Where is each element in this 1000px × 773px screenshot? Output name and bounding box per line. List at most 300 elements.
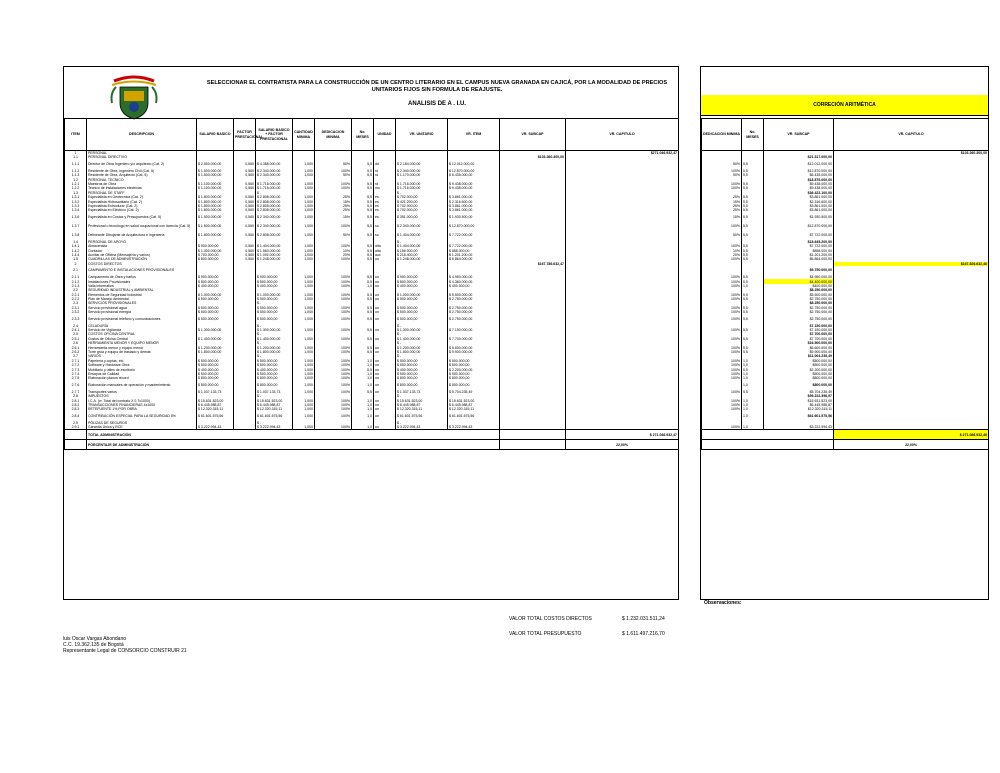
cell-mes: 1,0 [352,359,374,363]
cell-vu: $ 1.248.000,00 [396,257,448,261]
cell-desc: Elementos de Seguridad Industrial [87,293,197,297]
r-cell-ded: 100% [702,372,742,376]
cell-ded: 100% [315,186,352,190]
r-cell-mes: 5,5 [742,315,764,324]
cell-item: 2.8.3 [65,407,87,411]
cell-vu: $ 500.000,00 [396,310,448,314]
cell-desc: Especialista Estructurar (Cat. 2) [87,204,197,208]
cell-uni: es [374,213,396,222]
cell-vu: $ 500.000,00 [396,359,448,363]
cell-sal: $ 12.320.315,11 [197,407,234,411]
cell-cant: 1,000 [293,403,315,407]
r-cell-sub: $9.900.000,00 [764,350,834,354]
cell-desc: Servicio provisional teléfono y comunicaciones [87,315,197,324]
r-header-dedicacion: DEDICACION MINIMA [702,119,742,151]
cell-sal: $ 1.500.000,00 [197,173,234,177]
cell-sal: $ 800.000,00 [197,279,234,283]
correction-row [702,412,989,421]
r-cell-ded: 100% [702,367,742,371]
cell-item: 2.8.1 [65,398,87,402]
r-cell-sub: $6.864.000,00 [764,257,834,261]
r-cell-ded: 20% [702,253,742,257]
cell-vi: $ 6.864.000,00 [448,257,500,261]
r-cell-ded: 15% [702,200,742,204]
cell-cap [566,315,679,324]
cell-vu: $ - [396,354,448,358]
cell-desc: PÓLIZAS DE SEGUROS [87,421,197,425]
cell-mes: 5,5 [352,248,374,252]
cell-sf: $ - [256,191,293,195]
cell-desc: Delineante Dibujante de Arquitectura e Ingeniería [87,231,197,240]
cell-fac [234,266,256,275]
cell-vu: $ 500.000,00 [396,363,448,367]
cell-sal: $ 1.800.000,00 [197,195,234,199]
cell-cant: 1,000 [293,390,315,394]
cell-ded: 15% [315,213,352,222]
r-cell-mes: 5,5 [742,367,764,371]
cell-cant: 1,000 [293,297,315,301]
cell-sf: $ - [256,301,293,305]
table-row [65,160,679,169]
cell-vi: $ 2.750.000,00 [448,310,500,314]
cell-uni: un [374,398,396,402]
cell-item: 2.3.2 [65,310,87,314]
cell-ded: 100% [315,350,352,354]
document-title-line-2: UNITARIOS FIJOS SIN FORMULA DE REAJUSTE. [371,87,503,93]
cell-sal: $ 800.000,00 [197,381,234,390]
r-cell-mes: 1,0 [742,425,764,430]
cell-cant: 1,000 [293,169,315,173]
cell-uni: un [374,407,396,411]
r-cell-cap [834,315,989,324]
r-cell-sub: $4.400.000,00 [764,279,834,283]
cell-cant: 1,000 [293,231,315,240]
cell-vi: $ 12.870.000,00 [448,169,500,173]
cell-vi: $ 3.861.000,00 [448,195,500,199]
cell-cant: 1,000 [293,350,315,354]
r-cell-mes: 5,5 [742,297,764,301]
cell-sal: $ 2.500.000,00 [197,160,234,169]
cell-mes: 5,5 [352,182,374,186]
cell-fac [234,412,256,421]
cell-desc: CAMPAMENTO E INSTALACIONES PROVISIONALES [87,266,197,275]
correction-title: CORRECIÓN ARITMÉTICA [701,95,988,116]
cell-desc: Elaboración manuales de operación y mantenimiento [87,381,197,390]
cell-uni: aux [374,253,396,257]
cell-vi: $ 12.320.315,11 [448,407,500,411]
cell-desc: Instalaciones Provisionales [87,279,197,283]
cell-mes: 1,0 [352,372,374,376]
cell-item: 2.5 [65,332,87,336]
cell-vi: $ 6.445.988,87 [448,403,500,407]
cell-uni: un [374,359,396,363]
r-cell-ded: 100% [702,390,742,394]
r-cell-mes: 5,5 [742,306,764,310]
correction-header-row [702,119,989,151]
cell-ded: 10% [315,248,352,252]
r-cell-mes: 5,5 [742,186,764,190]
cell-item: 2.3.1 [65,306,87,310]
cell-item: 2.6.1 [65,346,87,350]
header-salario-factor: SALARIO BASICO + FACTOR PRESTACIONAL [256,119,293,151]
cell-vu [396,266,448,275]
cell-desc: Maestros de Obra [87,182,197,186]
cell-vi: $ 15.631.523,00 [448,398,500,402]
cell-desc: Especialista en Geotecnica (Cat. 2) [87,195,197,199]
cell-desc: Director de Obra Ingeniero y/o arquitecto (Cat. 2) [87,160,197,169]
cell-desc: PERSONAL DE APOYO [87,240,197,244]
cell-ded: 100% [315,293,352,297]
r-cell-mes: 5,5 [742,200,764,204]
cell-item: 2.7.6 [65,381,87,390]
cell-mes: 1,0 [352,284,374,288]
cell-vu: $ 400.000,00 [396,367,448,371]
total-sub [500,430,566,440]
cell-sal: $ 900.000,00 [197,275,234,279]
cell-item: 1.5 [65,257,87,261]
cell-item: 2.1 [65,266,87,275]
cell-mes: 5,5 [352,244,374,248]
cell-fac: 0,560 [234,169,256,173]
table-row [65,381,679,390]
cell-vu: $ 2.340.000,00 [396,169,448,173]
cell-mes: 5,5 [352,200,374,204]
r-cell-ded: 100% [702,284,742,288]
cell-sf: $ 2.808.000,00 [256,204,293,208]
cell-desc: Campamento de Obra y baños [87,275,197,279]
cell-item: 1.2.1 [65,182,87,186]
cell-cap [566,266,679,275]
cell-desc: SEGURIDAD INDUSTRIAL y AMBIENTAL [87,288,197,292]
r-cell-cap [834,222,989,231]
cell-mes: 5,5 [352,310,374,314]
r-cell-mes: 5,5 [742,275,764,279]
cell-vu: $ 1.716.000,00 [396,186,448,190]
cell-sal: $ 1.800.000,00 [197,204,234,208]
cell-cant: 1,000 [293,257,315,261]
header-dedicacion-minima: DEDICACION MINIMA [315,119,352,151]
cell-item: 1.4.2 [65,248,87,252]
cell-uni: un [374,275,396,279]
cell-item: 2.9.1 [65,425,87,430]
cell-vu: $ 2.184.000,00 [396,160,448,169]
r-cell-sub: $6.445.988,87 [764,403,834,407]
cell-desc: Transportes varios [87,390,197,394]
r-cell-cap [834,213,989,222]
cell-sf: $ 4.388.000,00 [256,160,293,169]
cell-vi: $ 9.438.000,00 [448,186,500,190]
cell-uni: un [374,306,396,310]
r-cell-sub: $2.750.000,00 [764,315,834,324]
cell-vu: $ 1.037.133,73 [396,390,448,394]
r-cell-mes: 1,0 [742,407,764,411]
cell-desc: PERSONAL TECNICO [87,178,197,182]
cell-vi: $ 7.722.000,00 [448,231,500,240]
cell-sal: $ 500.000,00 [197,359,234,363]
cell-ded: 100% [315,412,352,421]
cell-vu: $ 12.320.315,11 [396,407,448,411]
cell-sf: $ 1.092.000,00 [256,253,293,257]
cell-mes: 5,5 [352,367,374,371]
cell-desc: CUADRILLAS DE ADMINISTRACIÓN [87,257,197,261]
cell-mes: 5,5 [352,297,374,301]
cell-vu: $ 500.000,00 [396,297,448,301]
cell-vi: $ 5.704.235,49 [448,390,500,394]
cell-desc: Profesional o tecnólogo en salud ocupacional con licencia (Cat. 5) [87,222,197,231]
cell-item: 1.1.1 [65,160,87,169]
cell-ded: 100% [315,407,352,411]
r-cell-ded: 100% [702,222,742,231]
header-vr-subcap: VR. SUBCAP [500,119,566,151]
cell-ded: 100% [315,306,352,310]
cell-item: 2.7.1 [65,359,87,363]
total-row [702,440,989,450]
cell-sf: $ 800.000,00 [256,376,293,380]
r-cell-sub: $7.150.000,00 [764,324,834,328]
cell-cant: 1,000 [293,315,315,324]
cell-item: 2.3.3 [65,315,87,324]
r-cell-sub: $800.000,00 [764,381,834,390]
cell-uni: alta [374,248,396,252]
r-cell-mes: 1,0 [742,403,764,407]
r-cell-ded: 100% [702,310,742,314]
cell-item: 2.1.3 [65,284,87,288]
cell-ded: 100% [315,279,352,283]
cell-desc: Papelería y copias, etc. [87,359,197,363]
cell-vi: $ 6.435.000,00 [448,173,500,177]
cell-sf: $ 800.000,00 [256,381,293,390]
cell-mes: 5,5 [352,315,374,324]
cell-sf: $ 1.800.000,00 [256,350,293,354]
cell-uni: un [374,257,396,261]
cell-vu: $ 218.400,00 [396,253,448,257]
cell-desc: Mobiliario y útiles de escritorio [87,367,197,371]
cell-desc: Auxiliar de Oficina (Mensajería y varios) [87,253,197,257]
cell-ded: 100% [315,244,352,248]
header-vr-capitulo: VR. CAPITULO [566,119,679,151]
cell-vu: $ 156.000,00 [396,248,448,252]
r-cell-sub: $11.004.235,49 [764,354,834,358]
cell-mes: 5,5 [352,306,374,310]
cell-uni: es [374,204,396,208]
table-row [65,231,679,240]
r-cell-ded: 100% [702,403,742,407]
cell-sal: $ 800.000,00 [197,257,234,261]
cell-uni: un [374,412,396,421]
cell-vu: $ 1.400.000,00 [396,337,448,341]
r-cell-sub: $858.000,00 [764,248,834,252]
valor-presupuesto-label: VALOR TOTAL PRESUPUESTO [509,631,582,637]
cell-desc: Valla informativa [87,284,197,288]
cell-desc: SERVICIOS PROVISIONALES [87,301,197,305]
cell-mes: 5,5 [352,231,374,240]
r-cell-ded: 100% [702,297,742,301]
cell-item: 1.4.4 [65,253,87,257]
cell-vu: $ 6.445.988,87 [396,403,448,407]
cell-ded: 25% [315,208,352,212]
r-cell-ded [702,266,742,275]
cell-cant: 1,000 [293,398,315,402]
r-cell-sub: $6.435.000,00 [764,173,834,177]
cell-item: 1.4.1 [65,244,87,248]
r-total-blank [702,430,834,440]
cell-cap [566,160,679,169]
cell-sf: $ 1.300.000,00 [256,328,293,332]
r-cell-sub: $2.750.000,00 [764,297,834,301]
cell-sub [500,160,566,169]
header-unidad: UNIDAD [374,119,396,151]
cell-item: 1.3.4 [65,208,87,212]
cell-cant: 1,000 [293,293,315,297]
cell-vi: $ 2.316.600,00 [448,200,500,204]
cell-item: 1.2.2 [65,186,87,190]
cell-sub [500,381,566,390]
cell-desc: Costos de Oficina Central [87,337,197,341]
total-row [702,430,989,440]
cell-vi: $ 400.000,00 [448,284,500,288]
cell-vi: $ 2.750.000,00 [448,315,500,324]
cell-desc: COSTOS OFICINA CENTRAL [87,332,197,336]
r-cell-sub: $12.012.000,00 [764,160,834,169]
cell-ded: 100% [315,367,352,371]
cell-desc: Residente de Obra, Arquitecto (Cat. 5) [87,173,197,177]
r-cell-sub: $21.317.000,00 [764,155,834,159]
cell-uni: un [374,346,396,350]
r-cell-ded [702,412,742,421]
cell-uni: un [374,315,396,324]
r-cell-cap [834,231,989,240]
cell-sf: $ 900.000,00 [256,275,293,279]
cell-cap [566,231,679,240]
cell-sf: $ 500.000,00 [256,310,293,314]
cell-item: 2.7.2 [65,363,87,367]
cell-sf: $ 500.000,00 [256,297,293,301]
table-row [65,213,679,222]
cell-vi: $ 800.000,00 [448,381,500,390]
r-cell-mes: 5,5 [742,213,764,222]
r-cell-ded [702,381,742,390]
cell-item: 2.5.1 [65,337,87,341]
total-row [65,440,679,450]
cell-item: 2.4.1 [65,328,87,332]
cell-vu: $ 800.000,00 [396,376,448,380]
cell-vu: $ 1.170.000,00 [396,173,448,177]
cell-vi: $ 500.000,00 [448,372,500,376]
cell-desc: HERRAMIENTA MENOR Y EQUIPO MENOR [87,341,197,345]
correction-row [702,222,989,231]
cell-sal: $ 1.800.000,00 [197,350,234,354]
cell-item: 2.1.2 [65,279,87,283]
cell-item: 2.4 [65,324,87,328]
cell-sf: $ 1.248.000,00 [256,257,293,261]
cell-item: 1.4 [65,240,87,244]
cell-sal: $ 400.000,00 [197,284,234,288]
cell-desc: VARIOS [87,354,197,358]
cell-sf: $ 1.000.000,00 [256,293,293,297]
cell-mes: 5,5 [352,350,374,354]
cell-sal: $ 1.200.000,00 [197,346,234,350]
cell-sal: $ 400.000,00 [197,367,234,371]
cell-desc: Contador [87,248,197,252]
cell-ded [315,266,352,275]
cell-vu: $ 3.222.994,43 [396,425,448,430]
cell-mes: 1,0 [352,425,374,430]
header-descripcion: DESCRIPCION [87,119,197,151]
cell-mes: 5,5 [352,173,374,177]
r-cell-mes: 1,0 [742,398,764,402]
cell-sf: $ - [256,421,293,425]
correction-panel [700,66,989,600]
cell-sf: $ 800.000,00 [256,279,293,283]
cell-sf: $ 1.404.000,00 [256,244,293,248]
cell-mes: 5,5 [352,257,374,261]
cell-mes: 5,5 [352,346,374,350]
cell-cant: 1,000 [293,160,315,169]
cell-sf: $ 2.340.000,00 [256,222,293,231]
cell-cant: 1,000 [293,376,315,380]
cell-uni: un [374,372,396,376]
cell-sf: $ 2.808.000,00 [256,208,293,212]
document-title-line-1: SELECCIONAR EL CONTRATISTA PARA LA CONSTRUCCIÓN DE UN CENTRO LITERARIO EN EL CAMPUS NUEVA GRANADA EN CAJICÁ, POR LA MODALIDAD DE PRECIOS [206,80,668,86]
cell-mes: 5,5 [352,204,374,208]
cell-uni: un [374,390,396,394]
cell-cant: 1,000 [293,412,315,421]
r-cell-sub: $500.000,00 [764,372,834,376]
r-cell-sub: $61.601.575,56 [764,412,834,421]
cell-mes: 5,5 [352,337,374,341]
r-cell-ded: 100% [702,257,742,261]
cell-vu: $ 1.404.000,00 [396,244,448,248]
r-cell-sub: $12.320.315,11 [764,407,834,411]
r-cell-mes: 5,5 [742,195,764,199]
cell-mes: 5,5 [352,160,374,169]
cell-desc: Residente de Obra, Ingeniero Civil (Cat. 5) [87,169,197,173]
r-porcentaje-value: 22,00% [834,440,989,450]
cell-vu: $ - [396,191,448,195]
cell-sub [500,213,566,222]
r-cell-sub: $9.438.000,00 [764,186,834,190]
r-cell-sub: $9.438.000,00 [764,182,834,186]
cell-sal: $ 1.500.000,00 [197,213,234,222]
cell-sal: $ 1.800.000,00 [197,231,234,240]
cell-vi: $ 500.000,00 [448,363,500,367]
r-cell-sub: $12.870.000,00 [764,222,834,231]
r-cell-mes: 1,0 [742,376,764,380]
r-cell-ded: 25% [702,204,742,208]
cell-sal: $ 15.631.523,00 [197,398,234,402]
correction-row [702,213,989,222]
cell-vi: $ 2.750.000,00 [448,306,500,310]
r-cell-sub: $400.000,00 [764,284,834,288]
r-cell-sub: $2.200.000,00 [764,367,834,371]
total-row [65,430,679,440]
r-cell-ded: 100% [702,315,742,324]
cell-cant: 1,000 [293,186,315,190]
cell-mes: 1,0 [352,363,374,367]
cell-uni: un [374,376,396,380]
cell-mes: 5,5 [352,208,374,212]
cell-cap [566,213,679,222]
cell-cant [293,266,315,275]
cell-fac [234,315,256,324]
r-cell-ded: 15% [702,213,742,222]
r-cell-ded: 100% [702,350,742,354]
cell-uni: so [374,231,396,240]
r-cell-mes: 5,5 [742,337,764,341]
cell-sal: $ 500.000,00 [197,363,234,367]
cell-ded: 100% [315,425,352,430]
r-cell-sub: $3.861.000,00 [764,204,834,208]
